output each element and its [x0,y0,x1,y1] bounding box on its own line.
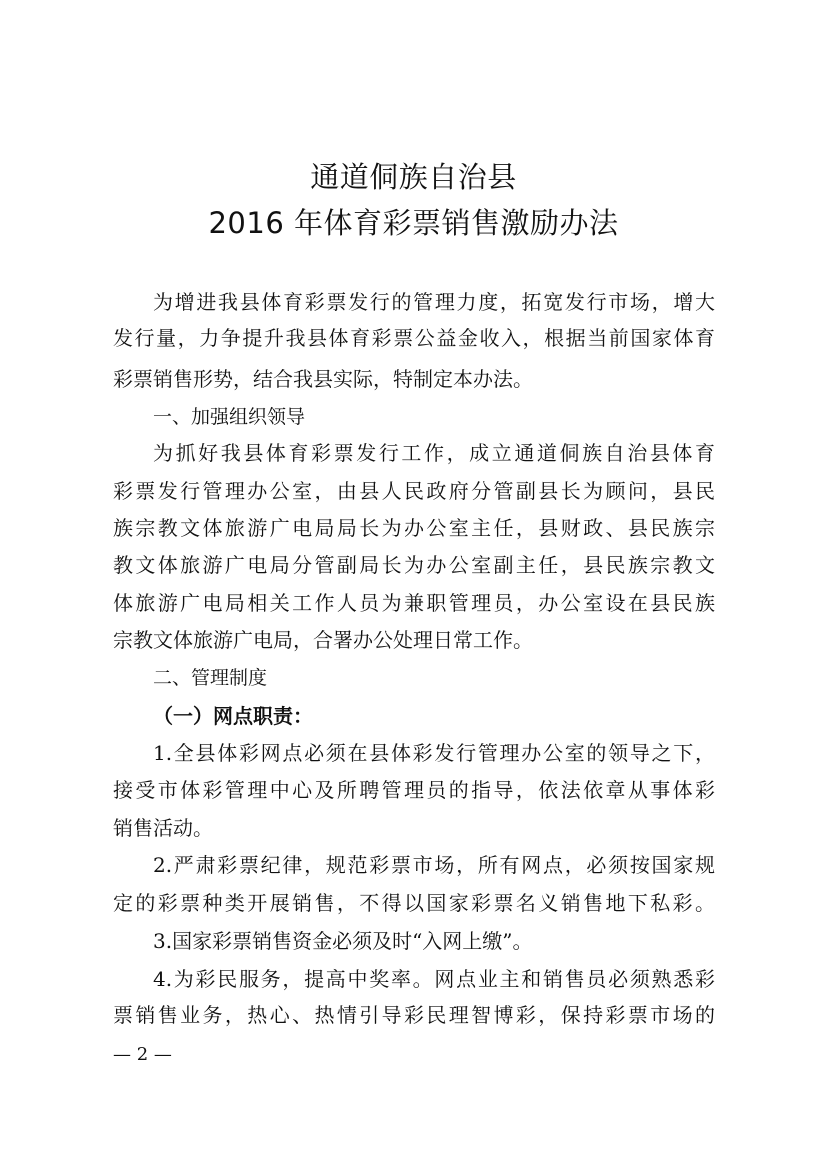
paragraph-line: 2.严肃彩票纪律，规范彩票市场，所有网点，必须按国家规 [153,853,715,877]
paragraph-line: 为抓好我县体育彩票发行工作，成立通道侗族自治县体育 [153,441,715,465]
paragraph-line: 发行量，力争提升我县体育彩票公益金收入，根据当前国家体育 [113,326,715,350]
page-number: — 2 — [113,1044,172,1065]
paragraph-line: 彩票销售形势，结合我县实际，特制定本办法。 [113,367,533,391]
paragraph-line: 3.国家彩票销售资金必须及时“入网上缴”。 [153,929,533,953]
paragraph-line: 宗教文体旅游广电局，合署办公处理日常工作。 [113,628,533,652]
paragraph-line: 票销售业务，热心、热情引导彩民理智博彩，保持彩票市场的 [113,1003,715,1027]
paragraph-line: 族宗教文体旅游广电局局长为办公室主任，县财政、县民族宗 [113,516,715,540]
paragraph-line: 4.为彩民服务，提高中奖率。网点业主和销售员必须熟悉彩 [153,967,715,991]
paragraph-line: 教文体旅游广电局分管副局长为办公室副主任，县民族宗教文 [113,553,715,577]
subsection-heading: （一）网点职责： [153,704,313,728]
paragraph-line: 彩票发行管理办公室，由县人民政府分管副县长为顾问，县民 [113,479,715,503]
section-heading-2: 二、管理制度 [153,667,268,689]
document-title-line-1: 通道侗族自治县 [310,160,517,194]
paragraph-line: 为增进我县体育彩票发行的管理力度，拓宽发行市场，增大 [153,290,715,314]
paragraph-line: 销售活动。 [113,816,213,840]
paragraph-line: 接受市体彩管理中心及所聘管理员的指导，依法依章从事体彩 [113,778,715,802]
section-heading-1: 一、加强组织领导 [153,406,306,428]
document-title-line-2: 2016 年体育彩票销售激励办法 [208,206,619,240]
paragraph-line: 定的彩票种类开展销售，不得以国家彩票名义销售地下私彩。 [113,891,715,915]
paragraph-line: 体旅游广电局相关工作人员为兼职管理员，办公室设在县民族 [113,591,715,615]
paragraph-line: 1.全县体彩网点必须在县体彩发行管理办公室的领导之下， [153,741,715,765]
